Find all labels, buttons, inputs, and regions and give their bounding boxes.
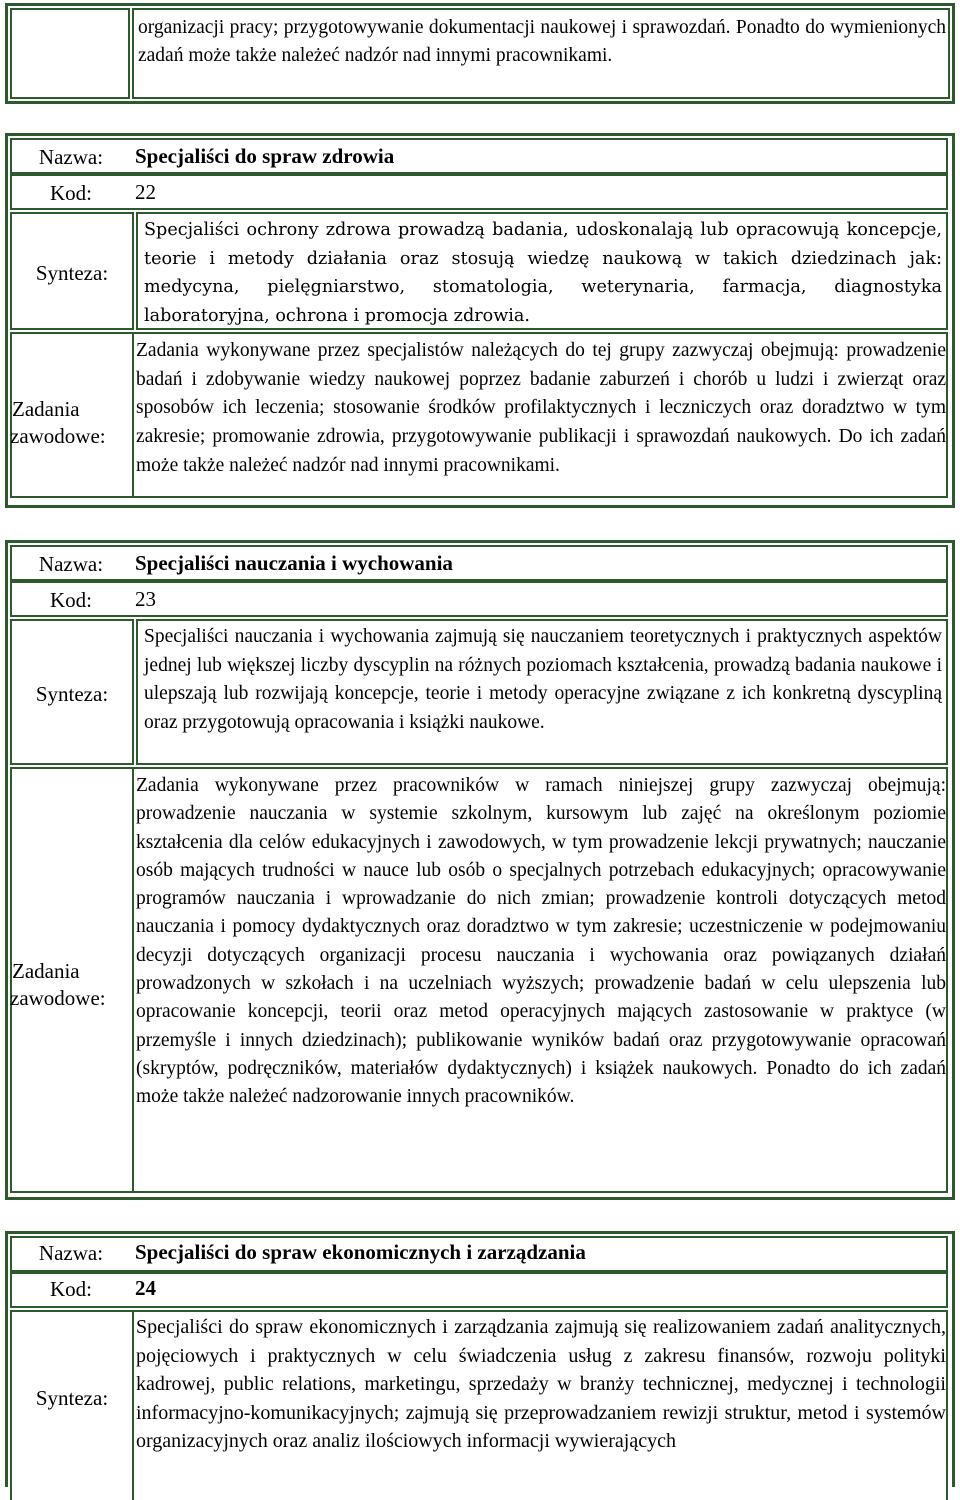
group-title: Specjaliści do spraw zdrowia xyxy=(135,144,395,168)
group-code: 23 xyxy=(135,587,156,611)
synthesis-label: Synteza: xyxy=(35,1386,109,1410)
group-23-box xyxy=(5,540,955,1200)
code-label: Kod: xyxy=(50,588,92,612)
name-label: Nazwa: xyxy=(38,145,104,169)
synthesis-text: Specjaliści do spraw ekonomicznych i zarządzania zajmują się realizowaniem zadań analitycznych, pojęciowych i praktycznych w celu świadczenia usług z zakresu finansów, rozwoju polityki kadrowej, public relations, marketingu, sprzedaży w branży technicznej, medycznej i technologii informacyjno-komunikacyjnych; zajmują się przeprowadzaniem rewizji struktur, metod i systemów organizacyjnych oraz analiz ilościowych informacji wywierających xyxy=(136,1316,946,1452)
synthesis-text: Specjaliści nauczania i wychowania zajmują się nauczaniem teoretycznych i praktycznych aspektów jednej lub większej liczby dyscyplin na różnych poziomach kształcenia, prowadzą badania naukowe i ulepszają lub rozwijają koncepcje, teorie i metody operacyjne związane z ich konkretną dyscypliną oraz przygotowują opracowania i książki naukowe. xyxy=(144,626,942,733)
name-label: Nazwa: xyxy=(38,552,104,576)
continuation-box xyxy=(5,3,955,104)
group-title: Specjaliści do spraw ekonomicznych i zarządzania xyxy=(135,1240,586,1264)
group-22-box xyxy=(5,133,955,508)
group-title: Specjaliści nauczania i wychowania xyxy=(135,551,453,575)
synthesis-label: Synteza: xyxy=(35,682,109,706)
tasks-text: Zadania wykonywane przez pracowników w ramach niniejszej grupy zazwyczaj obejmują: prowadzenie nauczania w systemie szkolnym, kursowym lub zajęć na określonym poziomie kształcenia dla celów edukacyjnych i zawodowych, w tym prowadzenie lekcji prywatnych; nauczanie osób mających trudności w nauce lub osób o specjalnych potrzebach edukacyjnych; opracowywanie programów nauczania i wprowadzanie do nich zmian; prowadzenie kontroli dotyczących metod nauczania i pomocy dydaktycznych oraz doradztwo w tym zakresie; uczestniczenie w podejmowaniu decyzji dotyczących organizacji procesu nauczania i wychowania oraz powiązanych działań prowadzonych w szkołach i na uczelniach wyższych; prowadzenie badań w celu ulepszenia lub opracowanie koncepcji, teorii oraz metod operacyjnych mających zastosowanie w praktyce (w przemyśle i innych dziedzinach); publikowanie wyników badań oraz przygotowywanie opracowań (skryptów, podręczników, materiałów dydaktycznych) i książek naukowych. Ponadto do ich zadań może także należeć nadzorowanie innych pracowników. xyxy=(136,775,946,1108)
continuation-text: organizacji pracy; przygotowywanie dokumentacji naukowej i sprawozdań. Ponadto do wymienionych zadań może także należeć nadzór nad innymi pracownikami. xyxy=(138,17,946,66)
group-code: 22 xyxy=(135,180,156,204)
synthesis-text: Specjaliści ochrony zdrowa prowadzą badania, udoskonalają lub opracowują koncepcje, teorie i metody działania oraz stosują wiedzę naukową w takich dziedzinach jak: medycyna, pielęgniarstwo, stomatologia, weterynaria, farmacja, diagnostyka laboratoryjna, ochrona i promocja zdrowia. xyxy=(144,220,942,326)
code-label: Kod: xyxy=(50,181,92,205)
group-code: 24 xyxy=(135,1276,156,1300)
tasks-label-line1: Zadania xyxy=(12,959,80,983)
tasks-text: Zadania wykonywane przez specjalistów należących do tej grupy zazwyczaj obejmują: prowadzenie badań i zdobywanie wiedzy naukowej poprzez badanie zaburzeń i chorób u ludzi i zwierząt oraz sposobów ich leczenia; stosowanie środków profilaktycznych i leczniczych oraz doradztwo w tym zakresie; promowanie zdrowia, przygotowywanie publikacji i sprawozdań naukowych. Do ich zadań może także należeć nadzór nad innymi pracownikami. xyxy=(136,340,946,476)
group-24-box xyxy=(5,1231,955,1487)
tasks-label-line1: Zadania xyxy=(12,397,80,421)
tasks-label-line2: zawodowe: xyxy=(10,986,106,1010)
code-label: Kod: xyxy=(50,1277,92,1301)
tasks-label-line2: zawodowe: xyxy=(10,424,106,448)
continuation-left-cell xyxy=(10,8,130,99)
synthesis-label: Synteza: xyxy=(35,261,109,285)
name-label: Nazwa: xyxy=(38,1241,104,1265)
